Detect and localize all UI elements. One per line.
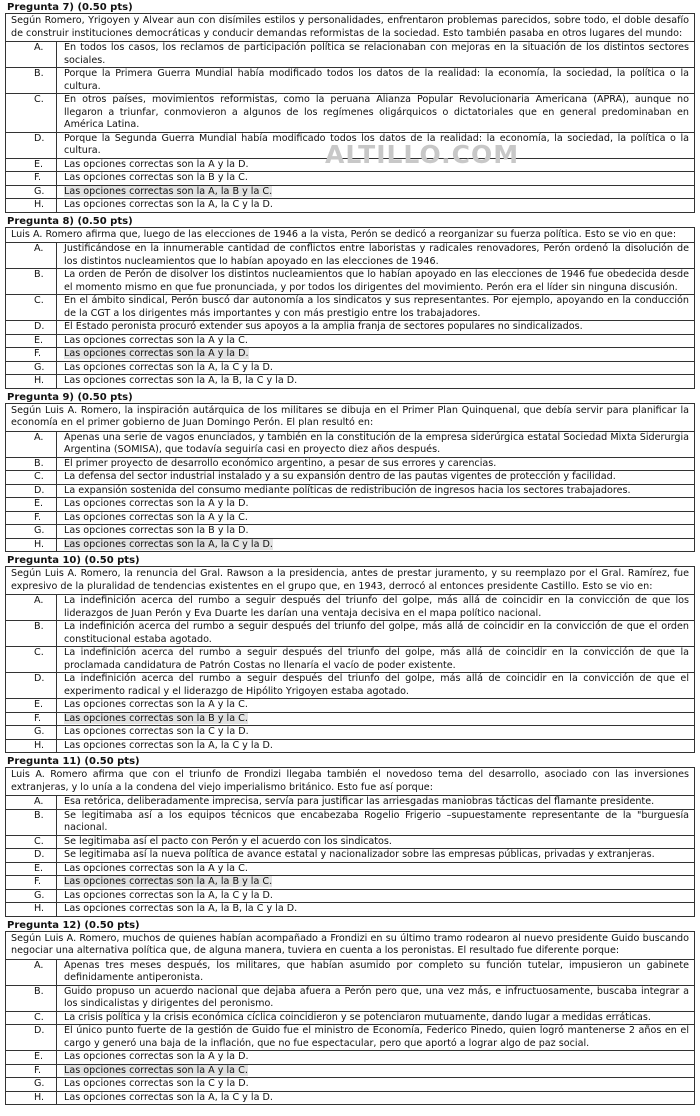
option-text: La indefinición acerca del rumbo a seguir después del triunfo del golpe, más allá de coincidir en la convicción de que el experimento radical y el liderazgo de Hipólito Yrigoyen estaba agotado.: [64, 673, 689, 697]
option-text: Las opciones correctas son la B y la D.: [64, 525, 249, 536]
option-letter: F.: [6, 512, 57, 525]
answer-option[interactable]: [6, 646, 694, 672]
option-text: [57, 186, 694, 199]
option-text: En el ámbito sindical, Perón buscó dar autonomía a los sindicatos y sus representantes. Por ejemplo, apoyando en la conducción de la CGT a los dirigentes más importantes y con más prestigio entre los trabajadores.: [64, 295, 689, 319]
answer-option[interactable]: [6, 432, 694, 457]
option-letter: C.: [6, 1012, 57, 1025]
option-letter: E.: [6, 498, 57, 511]
answer-option[interactable]: [6, 320, 694, 334]
option-letter: B.: [6, 986, 57, 1011]
answer-option[interactable]: [6, 42, 694, 67]
answer-option[interactable]: [6, 1091, 694, 1105]
option-letter: D.: [6, 1025, 57, 1050]
question-stem: Luis A. Romero afirma que con el triunfo de Frondizi llegaba también el novedoso tema del desarrollo, asociado con las inversiones extranjeras, y lo unía a la condena del viejo imperialismo británico. Esto fue así porque:: [6, 768, 694, 796]
answer-option[interactable]: [6, 712, 694, 726]
option-letter: D.: [6, 849, 57, 862]
option-letter: H.: [6, 539, 57, 552]
option-text: El Estado peronista procuró extender sus apoyos a la amplia franja de sectores populares no sindicalizados.: [64, 321, 583, 332]
question-stem: Según Romero, Yrigoyen y Alvear aun con disímiles estilos y personalidades, enfrentaron problemas parecidos, sobre todo, el doble desafío de construir instituciones democráticas y conducir demandas reformistas de la sociedad. Esto también pasaba en otros lugares del mundo:: [6, 14, 694, 42]
question-block: [5, 216, 695, 389]
answer-option[interactable]: [6, 796, 694, 809]
option-text: La indefinición acerca del rumbo a seguir después del triunfo del golpe, más allá de coincidir en la convicción de que los liderazgos de Juan Perón y Eva Duarte les darían una ventaja decisiva en el mapa político nacional.: [64, 595, 689, 619]
option-letter: B.: [6, 458, 57, 471]
answer-option[interactable]: [6, 1064, 694, 1078]
option-text: Porque la Segunda Guerra Mundial había modificado todos los datos de la realidad: la economía, la sociedad, la política o la cultura.: [64, 132, 689, 156]
option-text: Guido propuso un acuerdo nacional que dejaba afuera a Perón pero que, una vez más, e infructuosamente, buscaba integrar a los sindicalistas y dirigentes del peronismo.: [64, 985, 689, 1009]
answer-option[interactable]: [6, 457, 694, 471]
option-letter: E.: [6, 863, 57, 876]
option-text: [57, 539, 694, 552]
question-stem: Luis A. Romero afirma que, luego de las elecciones de 1946 a la vista, Perón se dedicó a reorganizar su fuerza política. Esto se vio en que:: [6, 228, 694, 244]
question-block: [5, 920, 695, 1106]
answer-option[interactable]: [6, 985, 694, 1011]
option-letter: B.: [6, 68, 57, 93]
answer-option[interactable]: [6, 875, 694, 889]
answer-option[interactable]: [6, 93, 694, 132]
answer-option[interactable]: [6, 294, 694, 320]
option-text: Las opciones correctas son la A, la C y la D.: [64, 1091, 273, 1103]
selected-answer-highlight: Las opciones correctas son la A y la D.: [64, 348, 249, 359]
option-text: Las opciones correctas son la A y la C.: [64, 511, 248, 523]
selected-answer-highlight: Las opciones correctas son la B y la C.: [64, 712, 248, 724]
answer-option[interactable]: [6, 1011, 694, 1025]
options-list: [6, 432, 694, 552]
option-text: Las opciones correctas son la A y la C.: [64, 334, 248, 346]
selected-answer-highlight: Las opciones correctas son la A, la B y la C.: [64, 185, 273, 197]
question-block: [5, 555, 695, 753]
option-letter: B.: [6, 269, 57, 294]
answer-option[interactable]: [6, 132, 694, 158]
question-stem: Según Luis A. Romero, la renuncia del Gral. Rawson a la presidencia, antes de prestar juramento, y su reemplazo por el Gral. Ramírez, fue expresivo de la pluralidad de tendencias existentes en el grupo que, en 1943, derrocó al entonces presidente Castillo. Esto se vio en:: [6, 567, 694, 595]
answer-option[interactable]: [6, 698, 694, 712]
options-list: [6, 42, 694, 212]
options-list: [6, 243, 694, 388]
answer-option[interactable]: [6, 595, 694, 620]
option-text: La orden de Perón de disolver los distintos nucleamientos que lo habían apoyado en las elecciones de 1946 fue obedecida desde el momento mismo en que fue pronunciada, y por todos los dirigentes del movimiento. Perón era el líder sin ninguna discusión.: [64, 269, 689, 293]
answer-option[interactable]: [6, 470, 694, 484]
option-text: Las opciones correctas son la A y la C.: [64, 699, 248, 710]
option-text: Se legitimaba así la nueva política de avance estatal y nacionalizador sobre las empresas públicas, privadas y extranjeras.: [64, 849, 655, 860]
options-list: [6, 796, 694, 916]
answer-option[interactable]: [6, 198, 694, 212]
answer-option[interactable]: [6, 497, 694, 511]
option-letter: G.: [6, 186, 57, 199]
option-letter: G.: [6, 362, 57, 375]
option-letter: G.: [6, 1078, 57, 1091]
question-header: Pregunta 7) (0.50 pts): [7, 2, 133, 13]
option-letter: E.: [6, 1051, 57, 1064]
option-text: Justificándose en la innumerable cantidad de conflictos entre laboristas y radicales renovadores, Perón ordenó la disolución de los distintos nucleamientos que lo habían apoyado en las elecciones de 1946.: [64, 243, 689, 267]
option-letter: D.: [6, 485, 57, 498]
question-stem: Según Luis A. Romero, la inspiración autárquica de los militares se dibuja en el Primer Plan Quinquenal, que debía servir para planificar la economía en el primer gobierno de Juan Domingo Perón. El plan resultó en:: [6, 404, 694, 432]
question-table: [5, 566, 695, 753]
option-letter: G.: [6, 525, 57, 538]
option-text: El único punto fuerte de la gestión de Guido fue el ministro de Economía, Federico Pinedo, quien logró mantenerse 2 años en el cargo y generó una baja de la inflación, que no fue espectacular, pero que aportó a lograr algo de paz social.: [64, 1025, 689, 1049]
option-letter: F.: [6, 713, 57, 726]
question-header: Pregunta 10) (0.50 pts): [7, 555, 140, 566]
question-block: [5, 392, 695, 553]
answer-option[interactable]: [6, 739, 694, 753]
option-letter: G.: [6, 726, 57, 739]
answer-option[interactable]: [6, 268, 694, 294]
answer-option[interactable]: [6, 158, 694, 172]
answer-option[interactable]: [6, 1050, 694, 1064]
answer-option[interactable]: [6, 347, 694, 361]
answer-option[interactable]: [6, 538, 694, 552]
question-table: [5, 227, 695, 389]
option-text: Se legitimaba así el pacto con Perón y el acuerdo con los sindicatos.: [64, 835, 392, 847]
option-letter: B.: [6, 621, 57, 646]
answer-option[interactable]: [6, 511, 694, 525]
option-letter: G.: [6, 890, 57, 903]
option-text: Las opciones correctas son la A, la B, la C y la D.: [64, 903, 298, 914]
option-text: Apenas tres meses después, los militares, que habían asumido por completo su función tutelar, impusieron un gabinete definidamente antiperonista.: [64, 959, 689, 983]
option-text: [57, 713, 694, 726]
option-letter: C.: [6, 836, 57, 849]
option-letter: B.: [6, 810, 57, 835]
answer-option[interactable]: [6, 809, 694, 835]
option-text: Las opciones correctas son la A, la C y la D.: [64, 361, 273, 373]
answer-option[interactable]: [6, 374, 694, 388]
options-list: [6, 595, 694, 752]
option-letter: C.: [6, 471, 57, 484]
question-table: [5, 403, 695, 553]
option-text: En todos los casos, los reclamos de participación política se relacionaban con mejoras en la situación de los distintos sectores sociales.: [64, 42, 689, 66]
option-text: Las opciones correctas son la C y la D.: [64, 726, 249, 737]
option-letter: F.: [6, 172, 57, 185]
option-letter: A.: [6, 243, 57, 268]
question-table: [5, 767, 695, 917]
option-text: La indefinición acerca del rumbo a seguir después del triunfo del golpe, más allá de coincidir en la convicción de que el orden constitucional estaba agotado.: [64, 621, 689, 645]
answer-option[interactable]: [6, 171, 694, 185]
answer-option[interactable]: [6, 862, 694, 876]
option-letter: H.: [6, 375, 57, 388]
option-letter: C.: [6, 647, 57, 672]
option-letter: C.: [6, 295, 57, 320]
option-text: Las opciones correctas son la A y la D.: [64, 1051, 249, 1062]
question-header: Pregunta 11) (0.50 pts): [7, 756, 140, 767]
option-text: El primer proyecto de desarrollo económico argentino, a pesar de sus errores y carencias.: [64, 457, 497, 469]
answer-option[interactable]: [6, 243, 694, 268]
question-block: [5, 2, 695, 213]
option-letter: H.: [6, 1092, 57, 1105]
option-letter: A.: [6, 595, 57, 620]
option-letter: E.: [6, 159, 57, 172]
exam-document: [5, 2, 695, 1108]
answer-option[interactable]: [6, 1077, 694, 1091]
option-text: Se legitimaba así a los equipos técnicos que encabezaba Rogelio Frigerio –supuestamente representante de la "burguesía nacional.: [64, 809, 689, 833]
answer-option[interactable]: [6, 620, 694, 646]
option-letter: E.: [6, 335, 57, 348]
option-text: Apenas una serie de vagos enunciados, y también en la constitución de la empresa siderúrgica estatal Sociedad Mixta Siderurgia Argentina (SOMISA), que todavía seguiría casi en proyecto diez años después.: [64, 431, 689, 455]
option-text: Las opciones correctas son la A, la C y la D.: [64, 739, 273, 751]
selected-answer-highlight: Las opciones correctas son la A y la C.: [64, 1064, 248, 1076]
option-text: La indefinición acerca del rumbo a seguir después del triunfo del golpe, más allá de coincidir en la convicción de que la proclamada candidatura de Patrón Costas no llenaría el vacío de poder existente.: [64, 647, 689, 671]
option-text: Las opciones correctas son la B y la C.: [64, 172, 248, 183]
option-letter: A.: [6, 432, 57, 457]
answer-option[interactable]: [6, 524, 694, 538]
answer-option[interactable]: [6, 67, 694, 93]
question-header: Pregunta 9) (0.50 pts): [7, 391, 133, 403]
selected-answer-highlight: Las opciones correctas son la A, la C y la D.: [64, 538, 273, 550]
answer-option[interactable]: [6, 1024, 694, 1050]
answer-option[interactable]: [6, 725, 694, 739]
question-header: Pregunta 8) (0.50 pts): [7, 215, 133, 227]
option-letter: H.: [6, 740, 57, 753]
answer-option[interactable]: [6, 848, 694, 862]
answer-option[interactable]: [6, 889, 694, 903]
question-table: [5, 931, 695, 1106]
answer-option[interactable]: [6, 484, 694, 498]
option-text: [57, 348, 694, 361]
option-text: Las opciones correctas son la A, la B, la C y la D.: [64, 375, 298, 386]
option-text: [57, 1065, 694, 1078]
option-letter: A.: [6, 960, 57, 985]
answer-option[interactable]: [6, 902, 694, 916]
option-letter: H.: [6, 199, 57, 212]
option-letter: E.: [6, 699, 57, 712]
option-text: Las opciones correctas son la A y la D.: [64, 158, 249, 170]
option-text: [57, 876, 694, 889]
answer-option[interactable]: [6, 361, 694, 375]
option-letter: F.: [6, 348, 57, 361]
question-header: Pregunta 12) (0.50 pts): [7, 919, 140, 931]
option-letter: C.: [6, 94, 57, 132]
option-text: Las opciones correctas son la A, la C y la D.: [64, 199, 273, 210]
answer-option[interactable]: [6, 334, 694, 348]
option-letter: F.: [6, 876, 57, 889]
question-stem: Según Luis A. Romero, muchos de quienes habían acompañado a Frondizi en su último tramo rodearon al nuevo presidente Guido buscando negociar una alternativa política que, de alguna manera, tuviera en cuenta a los peronistas. El resultado fue diferente porque:: [6, 932, 694, 960]
options-list: [6, 960, 694, 1105]
option-text: En otros países, movimientos reformistas, como la peruana Alianza Popular Revolucionaria Americana (APRA), aunque no llegaron a triunfar, conmovieron a algunos de los regímenes oligárquicos o dictatoriales que en general predominaban en América Latina.: [64, 94, 689, 130]
selected-answer-highlight: Las opciones correctas son la A, la B y la C.: [64, 876, 273, 887]
option-text: Las opciones correctas son la A y la D.: [64, 498, 249, 509]
option-letter: F.: [6, 1065, 57, 1078]
question-block: [5, 756, 695, 917]
option-text: La crisis política y la crisis económica cíclica coincidieron y se potenciaron mutuamente, dando lugar a medidas erráticas.: [64, 1011, 651, 1023]
watermark: ALTILLO.COM: [325, 140, 520, 169]
answer-option[interactable]: [6, 185, 694, 199]
option-letter: A.: [6, 796, 57, 809]
option-text: Las opciones correctas son la C y la D.: [64, 1078, 249, 1089]
option-text: Porque la Primera Guerra Mundial había modificado todos los datos de la realidad: la economía, la sociedad, la política o la cultura.: [64, 68, 689, 92]
option-letter: A.: [6, 42, 57, 67]
answer-option[interactable]: [6, 960, 694, 985]
option-letter: D.: [6, 133, 57, 158]
option-text: La defensa del sector industrial instalado y a su expansión dentro de las pautas vigentes de protección y facilidad.: [64, 471, 616, 482]
answer-option[interactable]: [6, 835, 694, 849]
option-letter: D.: [6, 673, 57, 698]
option-letter: H.: [6, 903, 57, 916]
option-text: Esa retórica, deliberadamente imprecisa, servía para justificar las arriesgadas maniobras tácticas del flamante presidente.: [64, 796, 655, 807]
option-text: Las opciones correctas son la A, la C y la D.: [64, 889, 273, 901]
answer-option[interactable]: [6, 672, 694, 698]
option-letter: D.: [6, 321, 57, 334]
question-table: [5, 13, 695, 213]
option-text: Las opciones correctas son la A y la C.: [64, 862, 248, 874]
option-text: La expansión sostenida del consumo mediante políticas de redistribución de ingresos hacia los sectores trabajadores.: [64, 484, 631, 496]
